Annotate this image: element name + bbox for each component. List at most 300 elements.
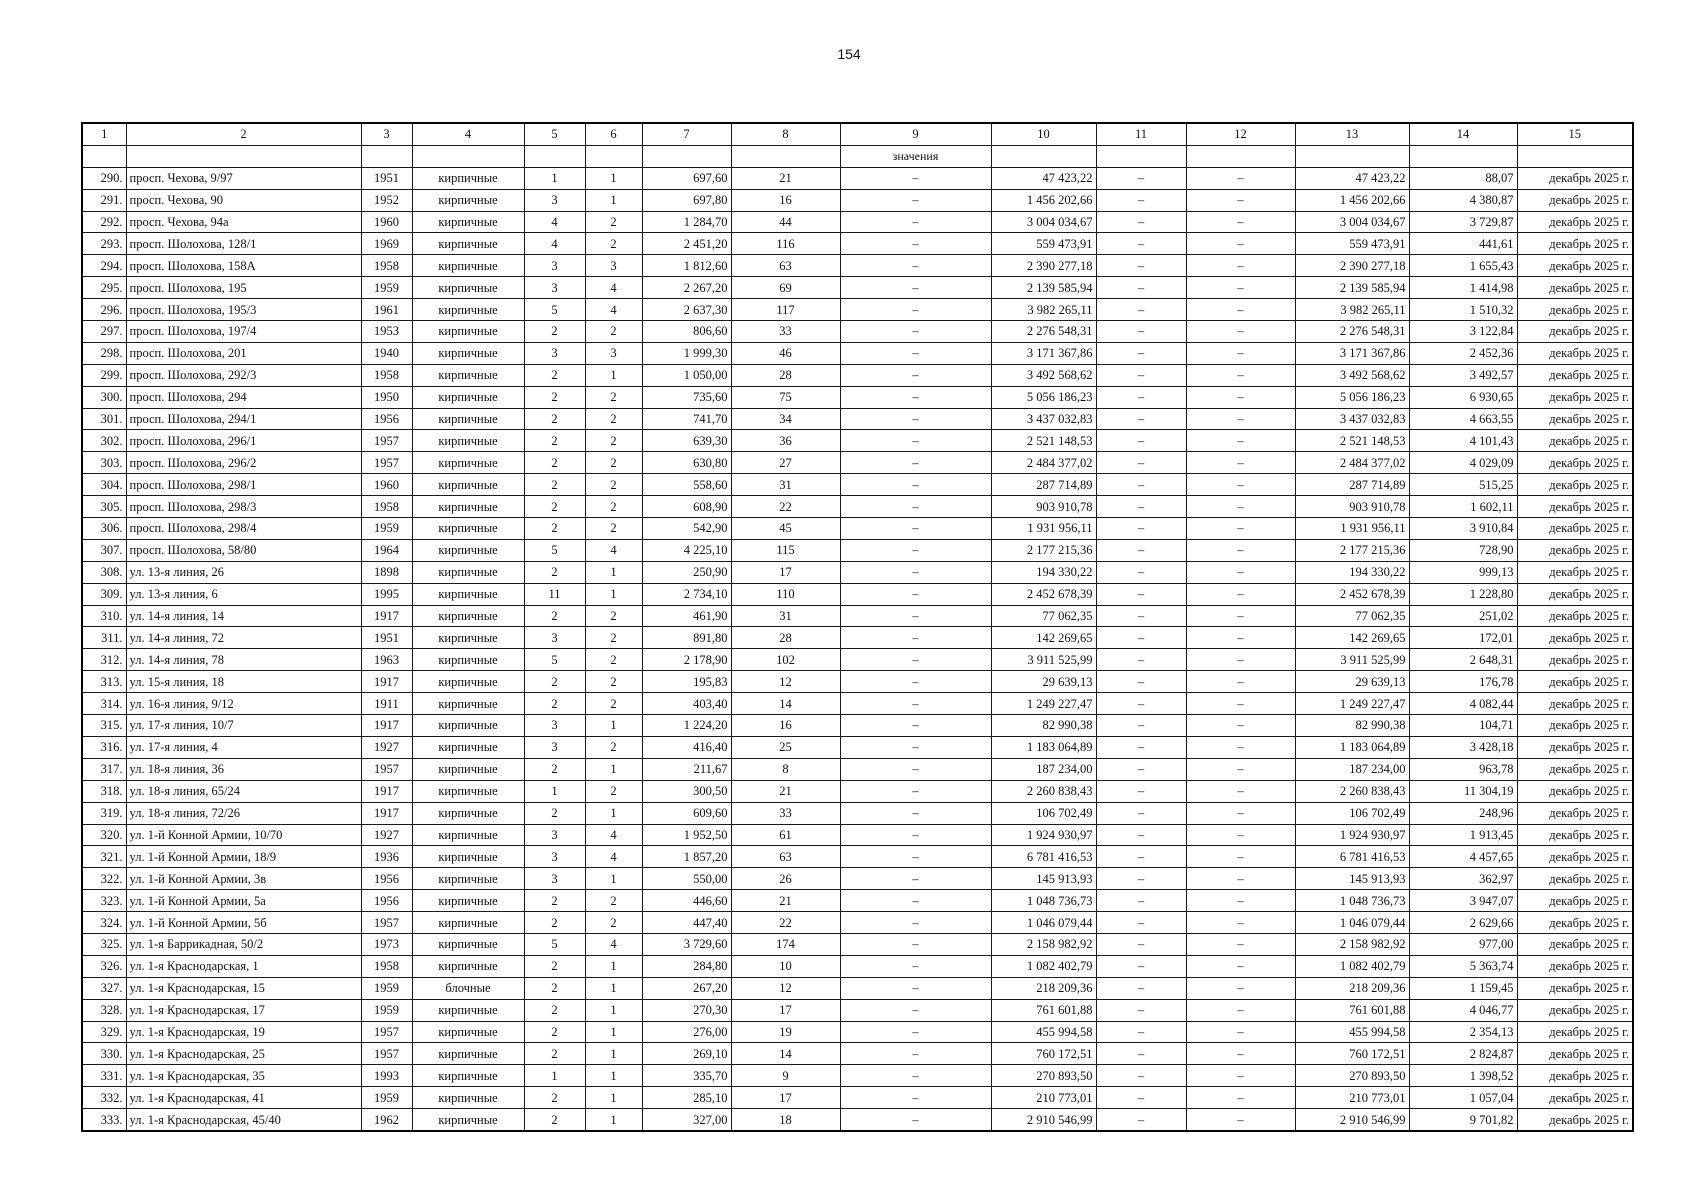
column-number-15: 15: [1517, 123, 1633, 145]
wall-material-cell: кирпичные: [412, 255, 524, 277]
value-9-cell: –: [840, 605, 991, 627]
cost-per-sqm-cell: 6 930,65: [1409, 386, 1517, 408]
cost-repair-cell: 455 994,58: [1295, 1021, 1409, 1043]
entrances-cell: 2: [585, 518, 642, 540]
value-9-cell: –: [840, 430, 991, 452]
year-built-cell: 1961: [361, 299, 412, 321]
floors-cell: 2: [524, 1021, 585, 1043]
year-built-cell: 1958: [361, 496, 412, 518]
entrances-cell: 1: [585, 1043, 642, 1065]
table-row: [82, 539, 1633, 561]
floors-cell: 3: [524, 824, 585, 846]
address-cell: просп. Шолохова, 195/3: [126, 299, 361, 321]
residents-cell: 25: [731, 736, 840, 758]
area-cell: 558,60: [642, 474, 731, 496]
cost-total-cell: 106 702,49: [991, 802, 1096, 824]
wall-material-cell: кирпичные: [412, 1021, 524, 1043]
column-subheader-15: [1517, 145, 1633, 167]
row-number-cell: 304.: [82, 474, 126, 496]
floors-cell: 2: [524, 496, 585, 518]
table-row: [82, 890, 1633, 912]
row-number-cell: 301.: [82, 408, 126, 430]
value-9-cell: –: [840, 1021, 991, 1043]
residents-cell: 17: [731, 1087, 840, 1109]
residents-cell: 12: [731, 671, 840, 693]
cost-total-cell: 3 911 525,99: [991, 649, 1096, 671]
residents-cell: 102: [731, 649, 840, 671]
area-cell: 550,00: [642, 868, 731, 890]
cost-per-sqm-cell: 251,02: [1409, 605, 1517, 627]
value-12-cell: –: [1186, 277, 1295, 299]
row-number-cell: 329.: [82, 1021, 126, 1043]
wall-material-cell: кирпичные: [412, 868, 524, 890]
cost-repair-cell: 1 931 956,11: [1295, 518, 1409, 540]
value-11-cell: –: [1096, 474, 1186, 496]
value-9-cell: –: [840, 736, 991, 758]
residents-cell: 115: [731, 539, 840, 561]
year-built-cell: 1956: [361, 408, 412, 430]
cost-per-sqm-cell: 11 304,19: [1409, 780, 1517, 802]
cost-total-cell: 455 994,58: [991, 1021, 1096, 1043]
value-11-cell: –: [1096, 890, 1186, 912]
value-9-cell: –: [840, 693, 991, 715]
value-12-cell: –: [1186, 824, 1295, 846]
entrances-cell: 4: [585, 846, 642, 868]
floors-cell: 3: [524, 846, 585, 868]
column-subheader-11: [1096, 145, 1186, 167]
entrances-cell: 2: [585, 693, 642, 715]
area-cell: 697,60: [642, 167, 731, 189]
cost-total-cell: 2 910 546,99: [991, 1109, 1096, 1131]
cost-total-cell: 1 931 956,11: [991, 518, 1096, 540]
address-cell: просп. Шолохова, 195: [126, 277, 361, 299]
row-number-cell: 314.: [82, 693, 126, 715]
address-cell: ул. 1-я Краснодарская, 19: [126, 1021, 361, 1043]
cost-repair-cell: 2 521 148,53: [1295, 430, 1409, 452]
table-row: [82, 933, 1633, 955]
cost-total-cell: 82 990,38: [991, 715, 1096, 737]
value-9-cell: –: [840, 321, 991, 343]
entrances-cell: 2: [585, 474, 642, 496]
entrances-cell: 1: [585, 1087, 642, 1109]
entrances-cell: 4: [585, 933, 642, 955]
deadline-cell: декабрь 2025 г.: [1517, 539, 1633, 561]
cost-per-sqm-cell: 4 663,55: [1409, 408, 1517, 430]
value-9-cell: –: [840, 846, 991, 868]
value-11-cell: –: [1096, 277, 1186, 299]
deadline-cell: декабрь 2025 г.: [1517, 977, 1633, 999]
cost-repair-cell: 559 473,91: [1295, 233, 1409, 255]
year-built-cell: 1957: [361, 912, 412, 934]
residents-cell: 45: [731, 518, 840, 540]
entrances-cell: 1: [585, 999, 642, 1021]
value-11-cell: –: [1096, 561, 1186, 583]
cost-total-cell: 559 473,91: [991, 233, 1096, 255]
cost-repair-cell: 3 982 265,11: [1295, 299, 1409, 321]
cost-per-sqm-cell: 362,97: [1409, 868, 1517, 890]
residents-cell: 28: [731, 627, 840, 649]
wall-material-cell: кирпичные: [412, 824, 524, 846]
residents-cell: 14: [731, 693, 840, 715]
cost-per-sqm-cell: 1 414,98: [1409, 277, 1517, 299]
floors-cell: 2: [524, 890, 585, 912]
value-11-cell: –: [1096, 1043, 1186, 1065]
area-cell: 1 050,00: [642, 364, 731, 386]
value-11-cell: –: [1096, 912, 1186, 934]
cost-per-sqm-cell: 4 046,77: [1409, 999, 1517, 1021]
row-number-cell: 322.: [82, 868, 126, 890]
address-cell: ул. 16-я линия, 9/12: [126, 693, 361, 715]
address-cell: ул. 1-я Краснодарская, 17: [126, 999, 361, 1021]
entrances-cell: 1: [585, 1065, 642, 1087]
wall-material-cell: кирпичные: [412, 933, 524, 955]
wall-material-cell: блочные: [412, 977, 524, 999]
entrances-cell: 4: [585, 539, 642, 561]
area-cell: 327,00: [642, 1109, 731, 1131]
value-11-cell: –: [1096, 1109, 1186, 1131]
table-row: [82, 342, 1633, 364]
cost-per-sqm-cell: 2 354,13: [1409, 1021, 1517, 1043]
area-cell: 3 729,60: [642, 933, 731, 955]
row-number-cell: 298.: [82, 342, 126, 364]
deadline-cell: декабрь 2025 г.: [1517, 627, 1633, 649]
cost-repair-cell: 1 249 227,47: [1295, 693, 1409, 715]
value-12-cell: –: [1186, 671, 1295, 693]
cost-per-sqm-cell: 3 428,18: [1409, 736, 1517, 758]
value-9-cell: –: [840, 189, 991, 211]
cost-repair-cell: 2 276 548,31: [1295, 321, 1409, 343]
value-11-cell: –: [1096, 605, 1186, 627]
value-9-cell: –: [840, 474, 991, 496]
floors-cell: 1: [524, 167, 585, 189]
entrances-cell: 3: [585, 342, 642, 364]
row-number-cell: 330.: [82, 1043, 126, 1065]
value-12-cell: –: [1186, 408, 1295, 430]
deadline-cell: декабрь 2025 г.: [1517, 321, 1633, 343]
floors-cell: 5: [524, 649, 585, 671]
area-cell: 416,40: [642, 736, 731, 758]
year-built-cell: 1927: [361, 824, 412, 846]
year-built-cell: 1969: [361, 233, 412, 255]
value-9-cell: –: [840, 999, 991, 1021]
entrances-cell: 1: [585, 1109, 642, 1131]
cost-total-cell: 218 209,36: [991, 977, 1096, 999]
year-built-cell: 1957: [361, 452, 412, 474]
cost-total-cell: 5 056 186,23: [991, 386, 1096, 408]
wall-material-cell: кирпичные: [412, 1043, 524, 1065]
table-row: [82, 605, 1633, 627]
wall-material-cell: кирпичные: [412, 846, 524, 868]
value-12-cell: –: [1186, 364, 1295, 386]
address-cell: просп. Шолохова, 296/1: [126, 430, 361, 452]
year-built-cell: 1960: [361, 211, 412, 233]
floors-cell: 5: [524, 933, 585, 955]
floors-cell: 2: [524, 364, 585, 386]
residents-cell: 16: [731, 189, 840, 211]
cost-repair-cell: 3 492 568,62: [1295, 364, 1409, 386]
table-row: [82, 671, 1633, 693]
residents-cell: 21: [731, 890, 840, 912]
entrances-cell: 2: [585, 211, 642, 233]
cost-total-cell: 2 158 982,92: [991, 933, 1096, 955]
cost-per-sqm-cell: 2 452,36: [1409, 342, 1517, 364]
address-cell: ул. 1-я Краснодарская, 1: [126, 955, 361, 977]
residents-cell: 46: [731, 342, 840, 364]
area-cell: 1 999,30: [642, 342, 731, 364]
value-11-cell: –: [1096, 211, 1186, 233]
floors-cell: 2: [524, 408, 585, 430]
table-row: [82, 189, 1633, 211]
cost-repair-cell: 1 082 402,79: [1295, 955, 1409, 977]
year-built-cell: 1952: [361, 189, 412, 211]
value-11-cell: –: [1096, 671, 1186, 693]
residents-cell: 21: [731, 780, 840, 802]
year-built-cell: 1993: [361, 1065, 412, 1087]
floors-cell: 3: [524, 715, 585, 737]
area-cell: 446,60: [642, 890, 731, 912]
cost-repair-cell: 2 177 215,36: [1295, 539, 1409, 561]
cost-per-sqm-cell: 1 398,52: [1409, 1065, 1517, 1087]
year-built-cell: 1917: [361, 605, 412, 627]
cost-total-cell: 761 601,88: [991, 999, 1096, 1021]
cost-repair-cell: 760 172,51: [1295, 1043, 1409, 1065]
value-9-cell: –: [840, 539, 991, 561]
area-cell: 269,10: [642, 1043, 731, 1065]
value-12-cell: –: [1186, 693, 1295, 715]
cost-repair-cell: 270 893,50: [1295, 1065, 1409, 1087]
wall-material-cell: кирпичные: [412, 539, 524, 561]
entrances-cell: 2: [585, 430, 642, 452]
value-11-cell: –: [1096, 167, 1186, 189]
cost-per-sqm-cell: 1 655,43: [1409, 255, 1517, 277]
cost-per-sqm-cell: 88,07: [1409, 167, 1517, 189]
row-number-cell: 303.: [82, 452, 126, 474]
table-row: [82, 758, 1633, 780]
row-number-cell: 290.: [82, 167, 126, 189]
wall-material-cell: кирпичные: [412, 780, 524, 802]
table-row: [82, 561, 1633, 583]
row-number-cell: 309.: [82, 583, 126, 605]
cost-repair-cell: 6 781 416,53: [1295, 846, 1409, 868]
deadline-cell: декабрь 2025 г.: [1517, 299, 1633, 321]
value-12-cell: –: [1186, 627, 1295, 649]
wall-material-cell: кирпичные: [412, 167, 524, 189]
wall-material-cell: кирпичные: [412, 518, 524, 540]
table-row: [82, 386, 1633, 408]
year-built-cell: 1963: [361, 649, 412, 671]
column-number-13: 13: [1295, 123, 1409, 145]
floors-cell: 2: [524, 977, 585, 999]
value-11-cell: –: [1096, 364, 1186, 386]
entrances-cell: 2: [585, 780, 642, 802]
cost-repair-cell: 287 714,89: [1295, 474, 1409, 496]
cost-total-cell: 1 249 227,47: [991, 693, 1096, 715]
value-12-cell: –: [1186, 342, 1295, 364]
value-11-cell: –: [1096, 233, 1186, 255]
area-cell: 2 451,20: [642, 233, 731, 255]
floors-cell: 2: [524, 671, 585, 693]
floors-cell: 2: [524, 474, 585, 496]
column-subheader-10: [991, 145, 1096, 167]
entrances-cell: 2: [585, 627, 642, 649]
value-12-cell: –: [1186, 846, 1295, 868]
deadline-cell: декабрь 2025 г.: [1517, 1043, 1633, 1065]
floors-cell: 2: [524, 912, 585, 934]
residents-cell: 12: [731, 977, 840, 999]
cost-total-cell: 3 437 032,83: [991, 408, 1096, 430]
floors-cell: 3: [524, 277, 585, 299]
address-cell: ул. 1-й Конной Армии, 5а: [126, 890, 361, 912]
cost-repair-cell: 142 269,65: [1295, 627, 1409, 649]
value-11-cell: –: [1096, 430, 1186, 452]
address-cell: ул. 18-я линия, 72/26: [126, 802, 361, 824]
floors-cell: 2: [524, 802, 585, 824]
address-cell: ул. 1-я Краснодарская, 45/40: [126, 1109, 361, 1131]
table-row: [82, 430, 1633, 452]
cost-per-sqm-cell: 176,78: [1409, 671, 1517, 693]
column-subheader-12: [1186, 145, 1295, 167]
cost-repair-cell: 3 171 367,86: [1295, 342, 1409, 364]
column-subheader-6: [585, 145, 642, 167]
cost-total-cell: 1 046 079,44: [991, 912, 1096, 934]
residents-cell: 63: [731, 846, 840, 868]
floors-cell: 5: [524, 539, 585, 561]
address-cell: просп. Шолохова, 294/1: [126, 408, 361, 430]
area-cell: 1 284,70: [642, 211, 731, 233]
table-row: [82, 167, 1633, 189]
table-row: [82, 452, 1633, 474]
address-cell: просп. Чехова, 90: [126, 189, 361, 211]
address-cell: ул. 18-я линия, 65/24: [126, 780, 361, 802]
area-cell: 2 267,20: [642, 277, 731, 299]
entrances-cell: 4: [585, 824, 642, 846]
value-11-cell: –: [1096, 933, 1186, 955]
value-9-cell: –: [840, 277, 991, 299]
table-row: [82, 846, 1633, 868]
residents-cell: 33: [731, 321, 840, 343]
year-built-cell: 1959: [361, 1087, 412, 1109]
row-number-cell: 323.: [82, 890, 126, 912]
address-cell: ул. 1-я Краснодарская, 15: [126, 977, 361, 999]
entrances-cell: 1: [585, 583, 642, 605]
area-cell: 542,90: [642, 518, 731, 540]
cost-total-cell: 2 484 377,02: [991, 452, 1096, 474]
cost-per-sqm-cell: 1 159,45: [1409, 977, 1517, 999]
floors-cell: 2: [524, 999, 585, 1021]
area-cell: 741,70: [642, 408, 731, 430]
year-built-cell: 1962: [361, 1109, 412, 1131]
deadline-cell: декабрь 2025 г.: [1517, 693, 1633, 715]
wall-material-cell: кирпичные: [412, 649, 524, 671]
wall-material-cell: кирпичные: [412, 277, 524, 299]
area-cell: 609,60: [642, 802, 731, 824]
cost-total-cell: 270 893,50: [991, 1065, 1096, 1087]
wall-material-cell: кирпичные: [412, 321, 524, 343]
value-9-cell: –: [840, 211, 991, 233]
table-row: [82, 255, 1633, 277]
year-built-cell: 1911: [361, 693, 412, 715]
address-cell: просп. Шолохова, 294: [126, 386, 361, 408]
deadline-cell: декабрь 2025 г.: [1517, 474, 1633, 496]
cost-per-sqm-cell: 728,90: [1409, 539, 1517, 561]
value-11-cell: –: [1096, 758, 1186, 780]
cost-per-sqm-cell: 5 363,74: [1409, 955, 1517, 977]
row-number-cell: 297.: [82, 321, 126, 343]
deadline-cell: декабрь 2025 г.: [1517, 561, 1633, 583]
deadline-cell: декабрь 2025 г.: [1517, 890, 1633, 912]
cost-per-sqm-cell: 1 510,32: [1409, 299, 1517, 321]
year-built-cell: 1964: [361, 539, 412, 561]
entrances-cell: 2: [585, 912, 642, 934]
cost-total-cell: 287 714,89: [991, 474, 1096, 496]
floors-cell: 3: [524, 189, 585, 211]
column-subheader-5: [524, 145, 585, 167]
deadline-cell: декабрь 2025 г.: [1517, 1109, 1633, 1131]
value-12-cell: –: [1186, 802, 1295, 824]
column-subheader-1: [82, 145, 126, 167]
deadline-cell: декабрь 2025 г.: [1517, 912, 1633, 934]
entrances-cell: 1: [585, 977, 642, 999]
residents-cell: 9: [731, 1065, 840, 1087]
value-12-cell: –: [1186, 583, 1295, 605]
cost-repair-cell: 145 913,93: [1295, 868, 1409, 890]
residents-cell: 63: [731, 255, 840, 277]
cost-per-sqm-cell: 3 122,84: [1409, 321, 1517, 343]
cost-per-sqm-cell: 4 380,87: [1409, 189, 1517, 211]
year-built-cell: 1957: [361, 1021, 412, 1043]
year-built-cell: 1917: [361, 715, 412, 737]
value-12-cell: –: [1186, 430, 1295, 452]
cost-total-cell: 2 139 585,94: [991, 277, 1096, 299]
row-number-cell: 332.: [82, 1087, 126, 1109]
residents-cell: 34: [731, 408, 840, 430]
floors-cell: 4: [524, 211, 585, 233]
entrances-cell: 1: [585, 189, 642, 211]
residents-cell: 16: [731, 715, 840, 737]
year-built-cell: 1973: [361, 933, 412, 955]
wall-material-cell: кирпичные: [412, 496, 524, 518]
year-built-cell: 1940: [361, 342, 412, 364]
row-number-cell: 315.: [82, 715, 126, 737]
wall-material-cell: кирпичные: [412, 605, 524, 627]
value-11-cell: –: [1096, 649, 1186, 671]
table-row: [82, 1043, 1633, 1065]
row-number-cell: 316.: [82, 736, 126, 758]
value-9-cell: –: [840, 758, 991, 780]
value-11-cell: –: [1096, 693, 1186, 715]
address-cell: ул. 1-я Баррикадная, 50/2: [126, 933, 361, 955]
column-subheader-14: [1409, 145, 1517, 167]
row-number-cell: 308.: [82, 561, 126, 583]
value-9-cell: –: [840, 1065, 991, 1087]
deadline-cell: декабрь 2025 г.: [1517, 846, 1633, 868]
cost-total-cell: 2 521 148,53: [991, 430, 1096, 452]
entrances-cell: 2: [585, 605, 642, 627]
cost-total-cell: 3 004 034,67: [991, 211, 1096, 233]
table-row: [82, 693, 1633, 715]
wall-material-cell: кирпичные: [412, 211, 524, 233]
cost-per-sqm-cell: 172,01: [1409, 627, 1517, 649]
deadline-cell: декабрь 2025 г.: [1517, 933, 1633, 955]
address-cell: ул. 1-я Краснодарская, 35: [126, 1065, 361, 1087]
year-built-cell: 1957: [361, 430, 412, 452]
value-9-cell: –: [840, 649, 991, 671]
cost-per-sqm-cell: 2 824,87: [1409, 1043, 1517, 1065]
cost-per-sqm-cell: 4 457,65: [1409, 846, 1517, 868]
wall-material-cell: кирпичные: [412, 1087, 524, 1109]
area-cell: 195,83: [642, 671, 731, 693]
value-9-cell: –: [840, 561, 991, 583]
